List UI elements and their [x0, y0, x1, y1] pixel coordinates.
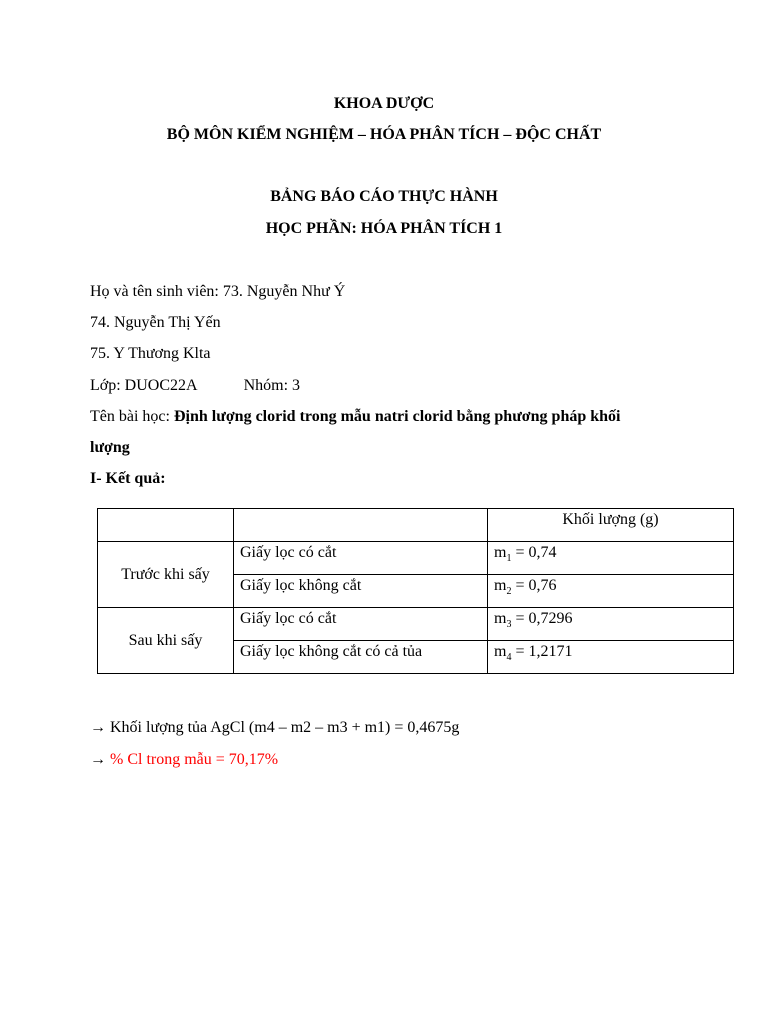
precipitate-mass-line	[90, 718, 459, 738]
before-drying-cell: Trước khi sấy	[98, 542, 234, 608]
table-row	[98, 608, 734, 641]
student-line-3: 75. Y Thương Klta	[90, 345, 211, 362]
lesson-title-continued: lượng	[90, 439, 130, 456]
report-title: BẢNG BÁO CÁO THỰC HÀNH	[270, 188, 498, 205]
precipitate-mass-text: Khối lượng tủa AgCl (m4 – m2 – m3 + m1) = 0,4675g	[106, 719, 460, 736]
course-title: HỌC PHẦN: HÓA PHÂN TÍCH 1	[265, 220, 503, 237]
arrow-icon: →	[90, 719, 106, 736]
lesson-title: Định lượng clorid trong mẫu natri clorid bằng phương pháp khối	[173, 408, 621, 425]
after-drying-cell: Sau khi sấy	[98, 608, 234, 674]
department-heading: BỘ MÔN KIỂM NGHIỆM – HÓA PHÂN TÍCH – ĐỘC CHẤT	[166, 126, 602, 143]
section-title: I- Kết quả:	[90, 470, 166, 487]
class-label: Lớp: DUOC22A	[90, 377, 198, 394]
table-header-empty-2	[234, 509, 488, 542]
mass-cell: $m_1 = 0,74$	[488, 542, 734, 575]
lesson-line	[90, 407, 620, 427]
student-line-2: 74. Nguyễn Thị Yến	[90, 314, 221, 331]
paper-cell: Giấy lọc không cắt	[234, 575, 488, 608]
percent-cl-text: % Cl trong mẫu = 70,17%	[110, 751, 279, 768]
paper-cell: Giấy lọc có cắt	[234, 608, 488, 641]
class-group-line	[90, 376, 300, 396]
student-line-1: Họ và tên sinh viên: 73. Nguyễn Như Ý	[90, 283, 346, 300]
mass-cell: $m_3 = 0,7296$	[488, 608, 734, 641]
table-header-row	[98, 509, 734, 542]
lesson-label: Tên bài học:	[90, 408, 174, 425]
table-header-empty-1	[98, 509, 234, 542]
arrow-icon: →	[90, 751, 106, 768]
paper-cell: Giấy lọc không cắt có cả tủa	[234, 641, 488, 674]
group-label: Nhóm: 3	[243, 377, 301, 394]
percent-cl-line	[90, 750, 278, 770]
results-table	[97, 508, 734, 674]
table-row	[98, 542, 734, 575]
paper-cell: Giấy lọc có cắt	[234, 542, 488, 575]
mass-cell: $m_2 = 0,76$	[488, 575, 734, 608]
mass-cell: $m_4 = 1,2171$	[488, 641, 734, 674]
faculty-heading: KHOA DƯỢC	[333, 95, 435, 112]
table-header-mass: Khối lượng (g)	[488, 509, 734, 542]
